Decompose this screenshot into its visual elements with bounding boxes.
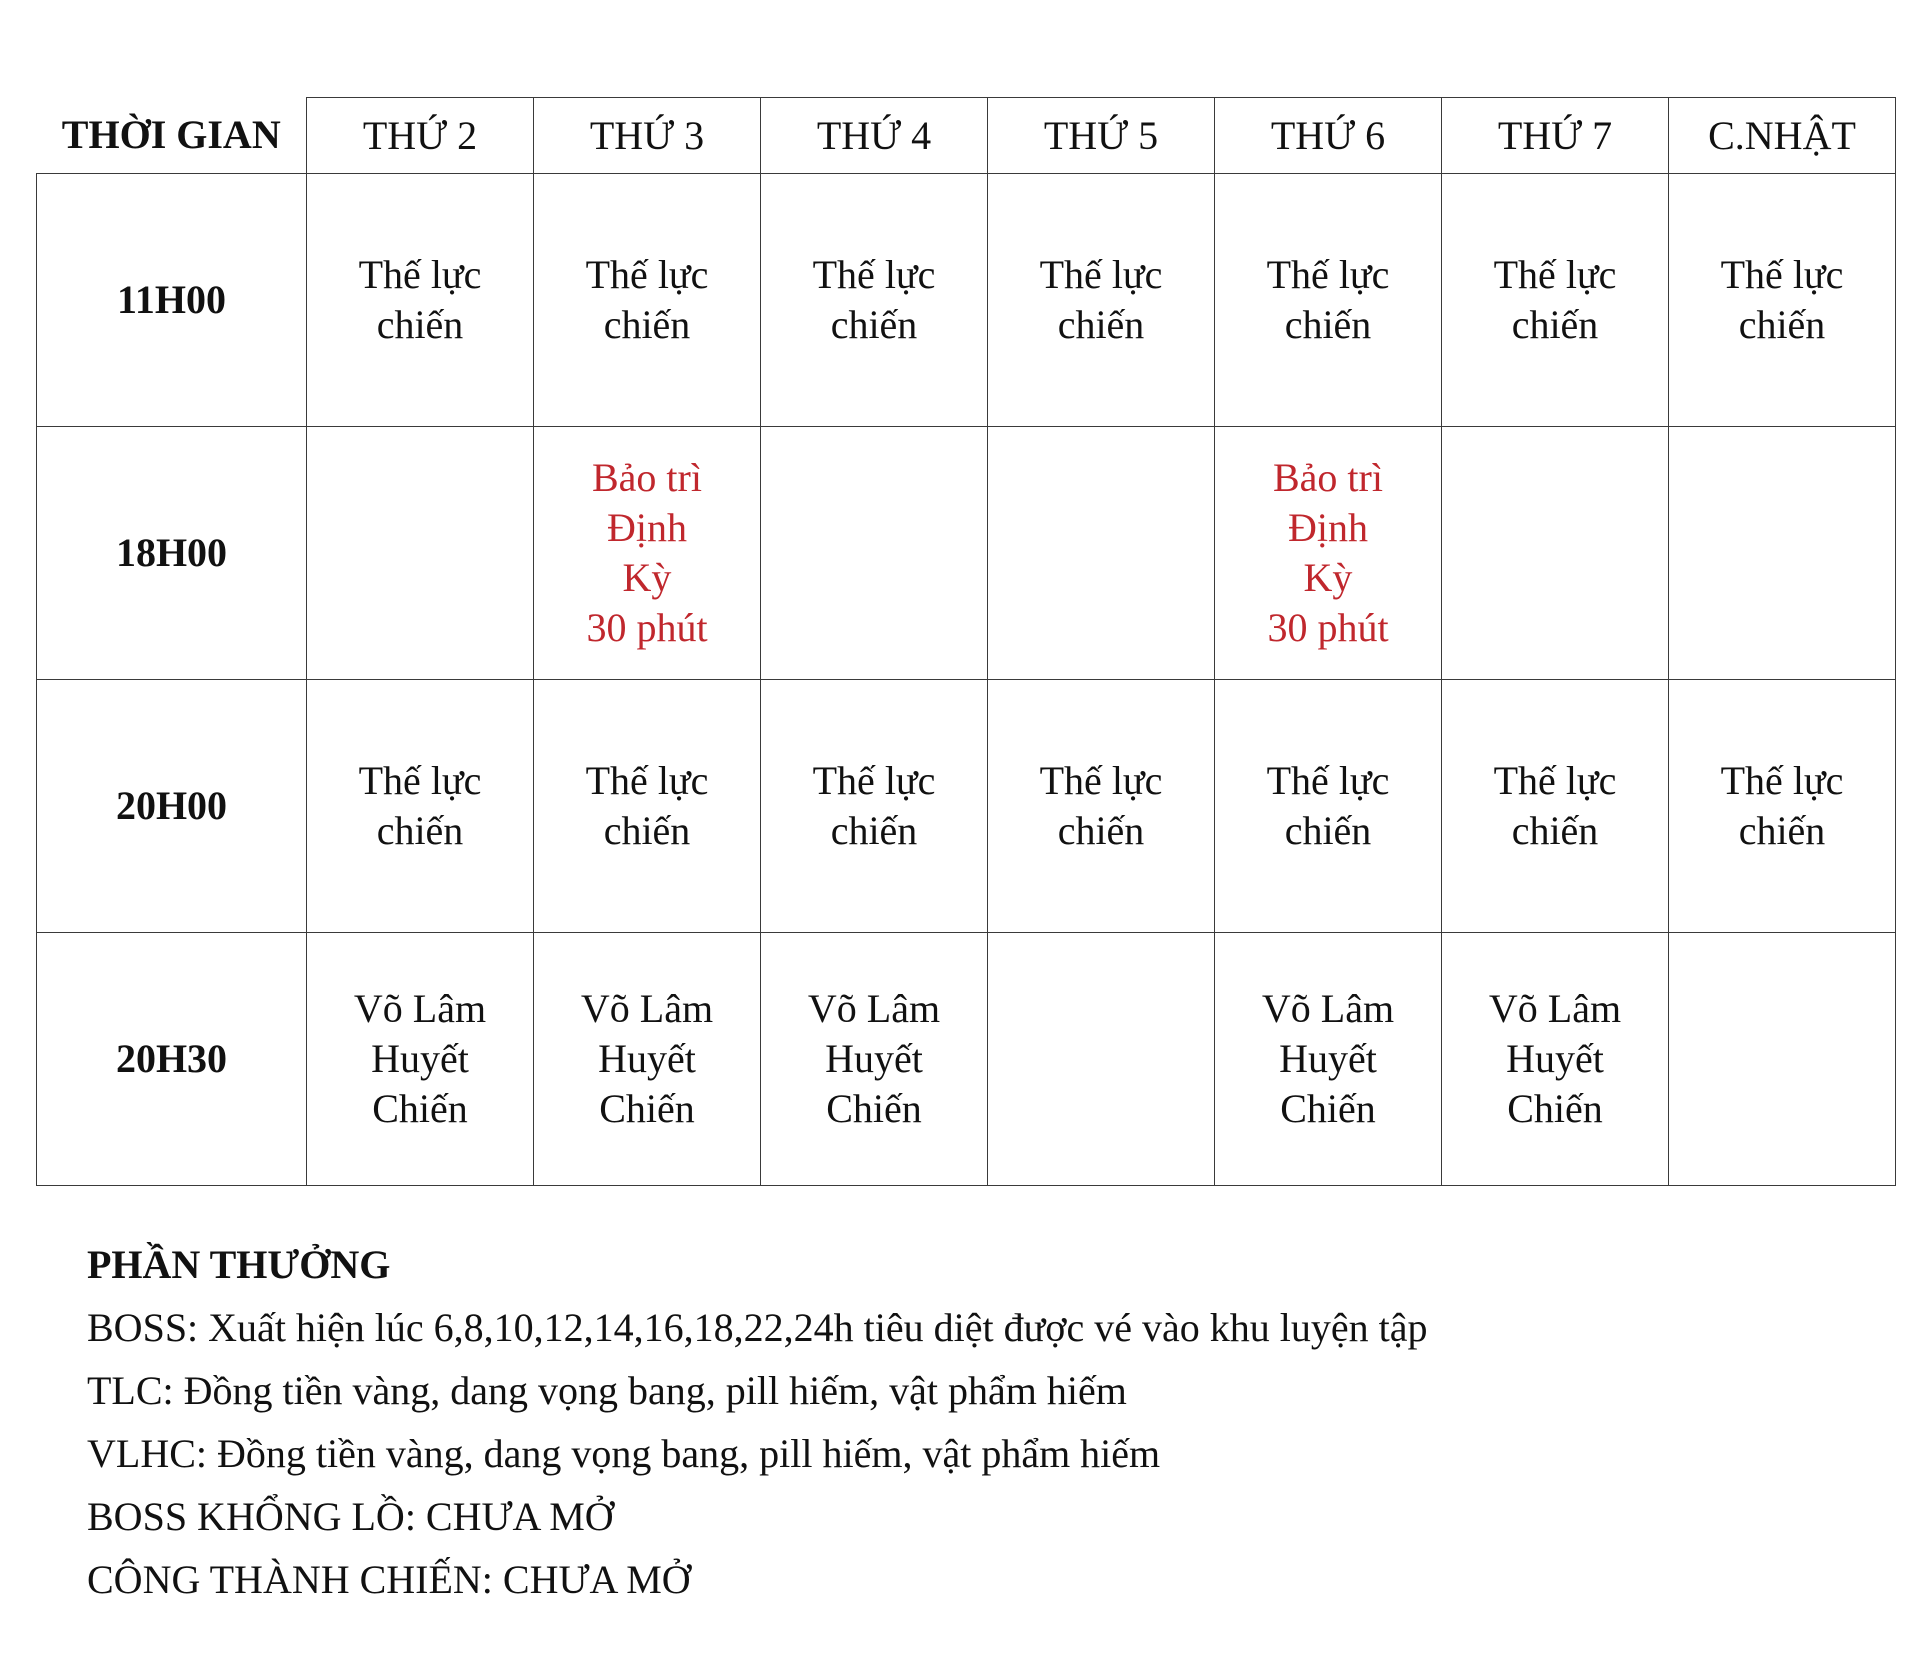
event-text-line: chiến	[376, 302, 464, 347]
event-text-line: chiến	[830, 302, 918, 347]
time-column-header: THỜI GIAN	[37, 98, 307, 174]
event-text-line: Huyết	[825, 1036, 923, 1081]
event-text-line: 30 phút	[1267, 605, 1389, 650]
event-text-line: Võ Lâm	[1261, 986, 1395, 1031]
time-slot-label: 11H00	[37, 174, 307, 427]
time-slot-label: 20H00	[37, 680, 307, 933]
event-text-line: Võ Lâm	[1488, 986, 1622, 1031]
day-header-tue: THỨ 3	[534, 98, 761, 174]
event-text-line: Định	[607, 505, 687, 550]
event-cell	[534, 680, 761, 933]
event-cell	[988, 680, 1215, 933]
empty-cell	[307, 427, 534, 680]
time-slot-label: 18H00	[37, 427, 307, 680]
day-header-thu: THỨ 5	[988, 98, 1215, 174]
event-cell	[1215, 427, 1442, 680]
reward-line-giant-boss: BOSS KHỔNG LỒ: CHƯA MỞ	[87, 1494, 614, 1539]
event-text-line: Huyết	[371, 1036, 469, 1081]
reward-line-tlc: TLC: Đồng tiền vàng, dang vọng bang, pill hiếm, vật phẩm hiếm	[87, 1368, 1127, 1413]
event-text-line: Bảo trì	[592, 455, 702, 500]
event-cell	[307, 933, 534, 1186]
schedule-row	[37, 174, 1896, 427]
event-cell	[1442, 933, 1669, 1186]
event-text-line: Kỳ	[1303, 555, 1353, 600]
event-cell	[761, 174, 988, 427]
event-text-line: chiến	[1738, 808, 1826, 853]
event-text-line: Thế lực	[1493, 252, 1617, 297]
empty-cell	[1669, 427, 1896, 680]
event-text-line: Huyết	[1506, 1036, 1604, 1081]
event-cell	[761, 933, 988, 1186]
schedule-row	[37, 427, 1896, 680]
event-cell	[534, 933, 761, 1186]
event-cell	[1442, 680, 1669, 933]
empty-cell	[761, 427, 988, 680]
event-text-line: Thế lực	[1720, 758, 1844, 803]
event-text-line: chiến	[603, 808, 691, 853]
event-text-line: Thế lực	[1493, 758, 1617, 803]
rewards-section	[87, 1233, 1787, 1611]
event-text-line: Thế lực	[585, 252, 709, 297]
event-text-line: chiến	[1057, 302, 1145, 347]
empty-cell	[1442, 427, 1669, 680]
rewards-title: PHẦN THƯỞNG	[87, 1242, 391, 1287]
event-cell	[1215, 933, 1442, 1186]
event-cell	[1442, 174, 1669, 427]
reward-line-boss: BOSS: Xuất hiện lúc 6,8,10,12,14,16,18,22,24h tiêu diệt được vé vào khu luyện tập	[87, 1305, 1428, 1350]
event-text-line: chiến	[376, 808, 464, 853]
event-cell	[1215, 680, 1442, 933]
event-cell	[988, 174, 1215, 427]
event-text-line: Võ Lâm	[580, 986, 714, 1031]
reward-line-vlhc: VLHC: Đồng tiền vàng, dang vọng bang, pill hiếm, vật phẩm hiếm	[87, 1431, 1161, 1476]
day-header-wed: THỨ 4	[761, 98, 988, 174]
event-text-line: Thế lực	[812, 252, 936, 297]
event-text-line: chiến	[1511, 302, 1599, 347]
day-header-mon: THỨ 2	[307, 98, 534, 174]
reward-line-siege: CÔNG THÀNH CHIẾN: CHƯA MỞ	[87, 1557, 691, 1602]
event-text-line: chiến	[1738, 302, 1826, 347]
event-text-line: Chiến	[599, 1086, 695, 1131]
event-text-line: 30 phút	[586, 605, 708, 650]
schedule-row	[37, 680, 1896, 933]
event-cell	[1669, 174, 1896, 427]
event-text-line: Thế lực	[812, 758, 936, 803]
event-text-line: Chiến	[826, 1086, 922, 1131]
event-text-line: Thế lực	[358, 758, 482, 803]
event-cell	[1215, 174, 1442, 427]
event-text-line: chiến	[1511, 808, 1599, 853]
event-text-line: Kỳ	[622, 555, 672, 600]
event-text-line: chiến	[1284, 808, 1372, 853]
event-text-line: Huyết	[1279, 1036, 1377, 1081]
schedule-row	[37, 933, 1896, 1186]
empty-cell	[988, 933, 1215, 1186]
day-header-sat: THỨ 7	[1442, 98, 1669, 174]
event-text-line: Thế lực	[358, 252, 482, 297]
event-cell	[1669, 680, 1896, 933]
event-text-line: Thế lực	[1039, 252, 1163, 297]
event-text-line: chiến	[830, 808, 918, 853]
event-text-line: chiến	[1284, 302, 1372, 347]
day-header-sun: C.NHẬT	[1669, 98, 1896, 174]
event-cell	[761, 680, 988, 933]
event-text-line: Thế lực	[1266, 252, 1390, 297]
empty-cell	[988, 427, 1215, 680]
event-text-line: Định	[1288, 505, 1368, 550]
empty-cell	[1669, 933, 1896, 1186]
event-text-line: Thế lực	[1266, 758, 1390, 803]
event-text-line: Võ Lâm	[807, 986, 941, 1031]
event-text-line: chiến	[603, 302, 691, 347]
event-text-line: Chiến	[1280, 1086, 1376, 1131]
time-slot-label: 20H30	[37, 933, 307, 1186]
header-row	[37, 98, 1896, 174]
event-text-line: chiến	[1057, 808, 1145, 853]
event-text-line: Thế lực	[585, 758, 709, 803]
schedule-table	[36, 97, 1896, 1186]
event-text-line: Bảo trì	[1273, 455, 1383, 500]
event-cell	[307, 680, 534, 933]
event-text-line: Thế lực	[1720, 252, 1844, 297]
event-text-line: Võ Lâm	[353, 986, 487, 1031]
event-text-line: Huyết	[598, 1036, 696, 1081]
event-cell	[534, 174, 761, 427]
event-text-line: Thế lực	[1039, 758, 1163, 803]
event-cell	[307, 174, 534, 427]
event-text-line: Chiến	[1507, 1086, 1603, 1131]
event-text-line: Chiến	[372, 1086, 468, 1131]
day-header-fri: THỨ 6	[1215, 98, 1442, 174]
event-cell	[534, 427, 761, 680]
